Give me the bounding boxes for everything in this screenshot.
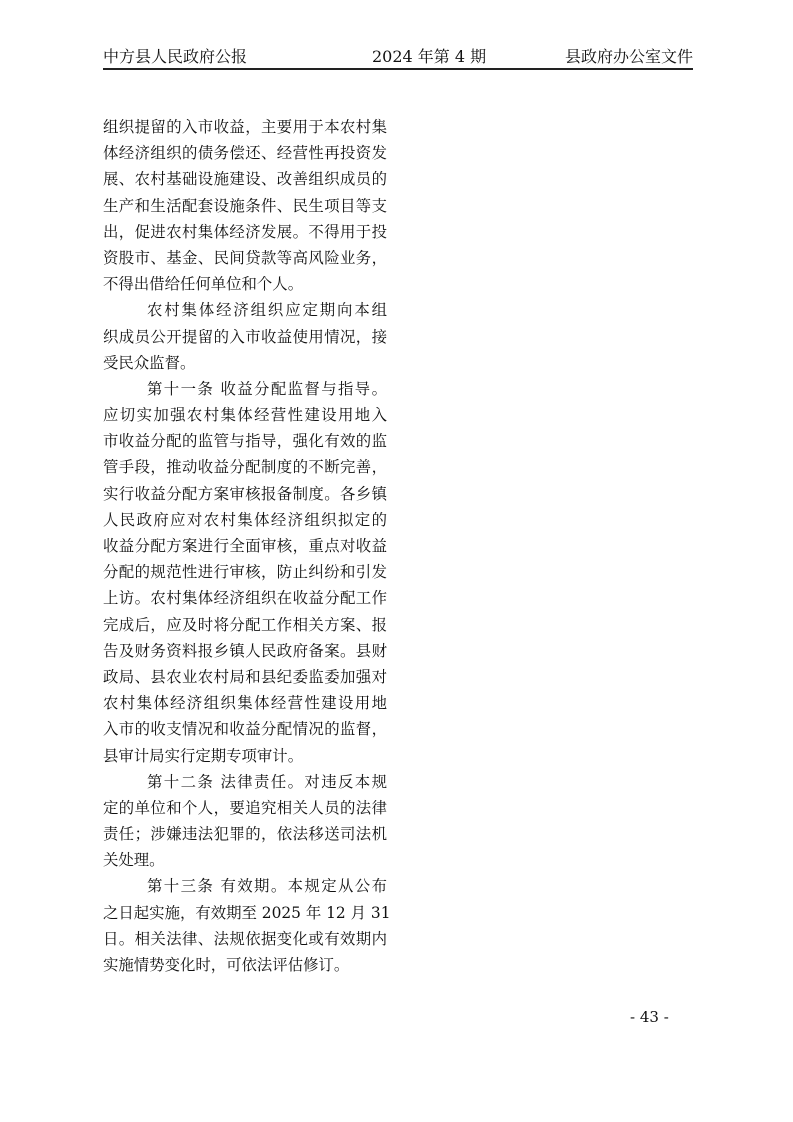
article-11	[103, 376, 387, 769]
text-line: 告及财务资料报乡镇人民政府备案。县财	[103, 641, 387, 660]
page-number: - 43 -	[630, 1008, 669, 1026]
text-line: 完成后，应及时将分配工作相关方案、报	[103, 615, 387, 634]
text-line: 体经济组织的债务偿还、经营性再投资发	[103, 144, 387, 163]
text-line: 第十三条 有效期。本规定从公布	[147, 877, 387, 896]
text-line: 实行收益分配方案审核报备制度。各乡镇	[103, 484, 387, 503]
text-line: 展、农村基础设施建设、改善组织成员的	[103, 170, 387, 189]
text-line: 第十一条 收益分配监督与指导。	[147, 379, 387, 398]
text-line: 之日起实施，有效期至 2025 年 12 月 31	[103, 903, 391, 922]
text-line: 不得出借给任何单位和个人。	[103, 275, 304, 294]
gazette-title: 中方县人民政府公报	[103, 47, 248, 66]
text-line: 政局、县农业农村局和县纪委监委加强对	[103, 667, 387, 686]
text-line: 日。相关法律、法规依据变化或有效期内	[103, 929, 387, 948]
text-line: 农村集体经济组织集体经营性建设用地	[103, 694, 387, 713]
text-line: 责任；涉嫌违法犯罪的，依法移送司法机	[103, 825, 387, 844]
issue-number: 2024 年第 4 期	[372, 47, 487, 66]
article-12	[103, 769, 387, 874]
text-line: 组织提留的入市收益，主要用于本农村集	[103, 118, 387, 136]
text-line: 实施情势变化时，可依法评估修订。	[103, 956, 350, 974]
text-line: 织成员公开提留的入市收益使用情况，接	[103, 327, 387, 346]
text-line: 市收益分配的监管与指导，强化有效的监	[103, 432, 387, 451]
article-13	[103, 873, 391, 978]
text-line: 入市的收支情况和收益分配情况的监督，	[103, 720, 387, 739]
text-line: 出，促进农村集体经济发展。不得用于投	[103, 222, 387, 241]
text-line: 收益分配方案进行全面审核，重点对收益	[103, 537, 387, 555]
text-line: 生产和生活配套设施条件、民生项目等支	[103, 196, 387, 215]
text-line: 县审计局实行定期专项审计。	[103, 746, 304, 765]
text-line: 第十二条 法律责任。对违反本规	[147, 772, 387, 791]
text-line: 受民众监督。	[103, 353, 196, 372]
text-line: 农村集体经济组织应定期向本组	[147, 301, 387, 320]
text-line: 关处理。	[103, 851, 165, 870]
text-line: 资股市、基金、民间贷款等高风险业务，	[103, 248, 387, 267]
text-line: 分配的规范性进行审核，防止纠纷和引发	[103, 563, 387, 582]
paragraph	[103, 114, 387, 297]
text-line: 定的单位和个人，要追究相关人员的法律	[103, 798, 387, 817]
text-line: 应切实加强农村集体经营性建设用地入	[103, 406, 387, 425]
page-header	[103, 46, 693, 70]
section-title: 县政府办公室文件	[564, 47, 693, 66]
text-line: 人民政府应对农村集体经济组织拟定的	[103, 510, 387, 529]
paragraph	[103, 297, 387, 376]
text-line: 上访。农村集体经济组织在收益分配工作	[103, 589, 387, 608]
body-text-column	[103, 114, 391, 978]
text-line: 管手段，推动收益分配制度的不断完善，	[103, 458, 387, 477]
